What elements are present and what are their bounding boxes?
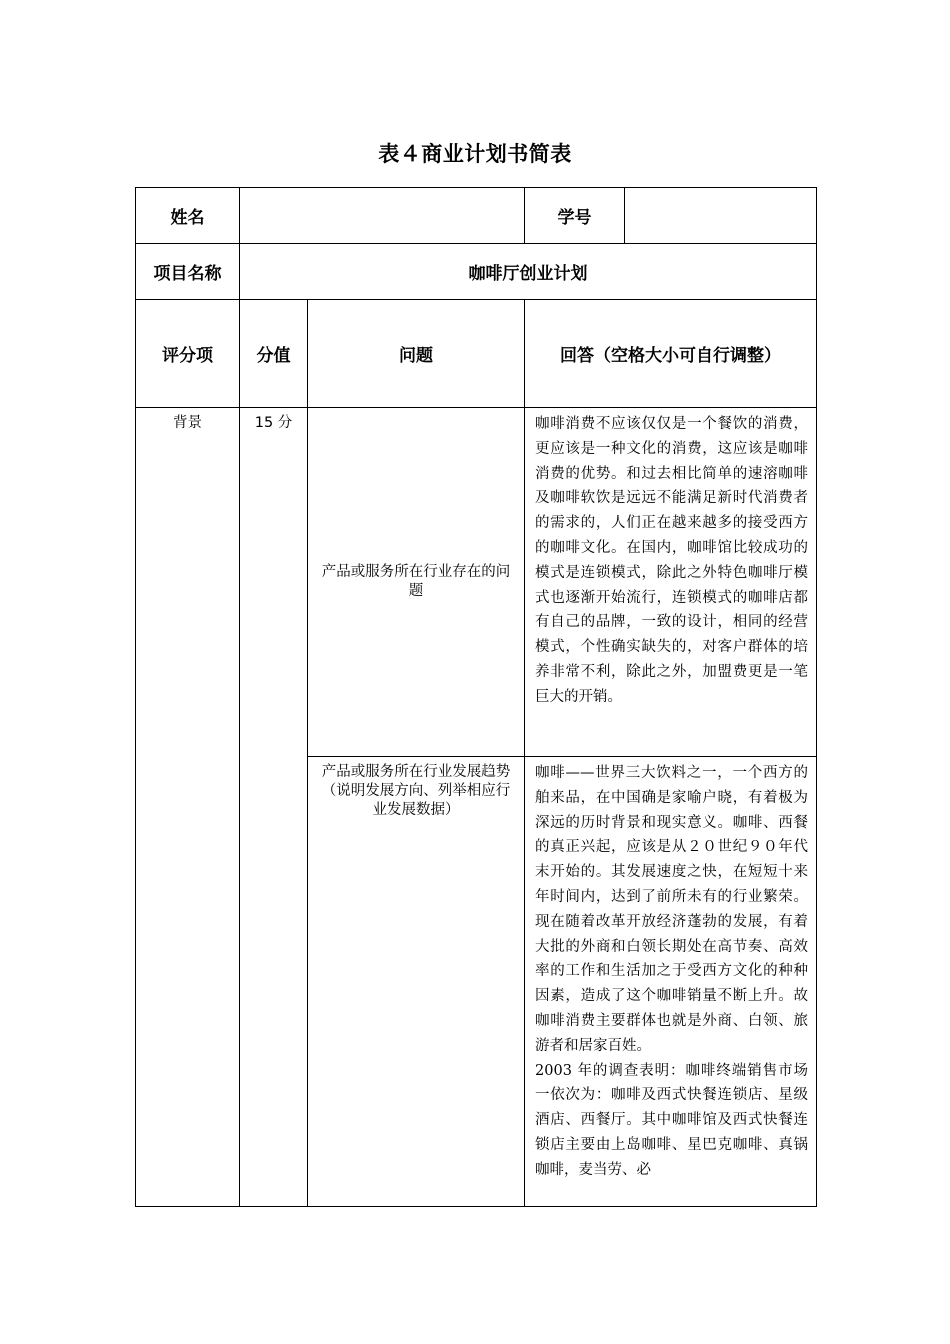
scoring-item-background: 背景 bbox=[136, 408, 240, 1207]
name-label: 姓名 bbox=[136, 188, 240, 244]
document-title: 表４商业计划书简表 bbox=[378, 142, 572, 166]
business-plan-table bbox=[135, 187, 817, 1207]
answer-paragraph: 2003 年的调查表明：咖啡终端销售市场一依次为：咖啡及西式快餐连锁店、星级酒店、西餐厅。其中咖啡馆及西式快餐连锁店主要由上岛咖啡、星巴克咖啡、真锅咖啡，麦当劳、必 bbox=[535, 1062, 809, 1178]
answer-industry-problem[interactable] bbox=[525, 408, 817, 757]
question-industry-trend: 产品或服务所在行业发展趋势（说明发展方向、列举相应行业发展数据） bbox=[308, 757, 525, 1207]
student-id-label: 学号 bbox=[525, 188, 625, 244]
answer-paragraph: 咖啡消费不应该仅仅是一个餐饮的消费，更应该是一种文化的消费，这应该是咖啡消费的优势。和过去相比简单的速溶咖啡及咖啡软饮是远远不能满足新时代消费者的需求的，人们正在越来越多的接受西方的咖啡文化。在国内，咖啡馆比较成功的模式是连锁模式，除此之外特色咖啡厅模式也逐渐开始流行，连锁模式的咖啡店都有自己的品牌，一致的设计，相同的经营模式，个性确实缺失的，对客户群体的培养非常不利，除此之外，加盟费更是一笔巨大的开销。 bbox=[535, 416, 809, 705]
project-name-label: 项目名称 bbox=[136, 244, 240, 300]
answer-paragraph: 咖啡——世界三大饮料之一，一个西方的舶来品，在中国确是家喻户晓，有着极为深远的历时背景和现实意义。咖啡、西餐的真正兴起，应该是从２０世纪９０年代末开始的。其发展速度之快，在短短十来年时间内，达到了前所未有的行业繁荣。现在随着改革开放经济蓬勃的发展，有着大批的外商和白领长期处在高节奏、高效率的工作和生活加之于受西方文化的种种因素，造成了这个咖啡销量不断上升。故咖啡消费主要群体也就是外商、白领、旅游者和居家百姓。 bbox=[535, 765, 809, 1054]
score-header: 分值 bbox=[240, 300, 308, 408]
student-id-field[interactable] bbox=[625, 188, 817, 244]
scoring-item-header: 评分项 bbox=[136, 300, 240, 408]
table-row bbox=[136, 408, 817, 757]
name-field[interactable] bbox=[240, 188, 525, 244]
question-header: 问题 bbox=[308, 300, 525, 408]
answer-industry-trend[interactable] bbox=[525, 757, 817, 1207]
answer-header: 回答（空格大小可自行调整） bbox=[525, 300, 817, 408]
project-name-value: 咖啡厅创业计划 bbox=[240, 244, 817, 300]
question-industry-problem: 产品或服务所在行业存在的问题 bbox=[308, 408, 525, 757]
score-value: 15 分 bbox=[240, 408, 308, 1207]
